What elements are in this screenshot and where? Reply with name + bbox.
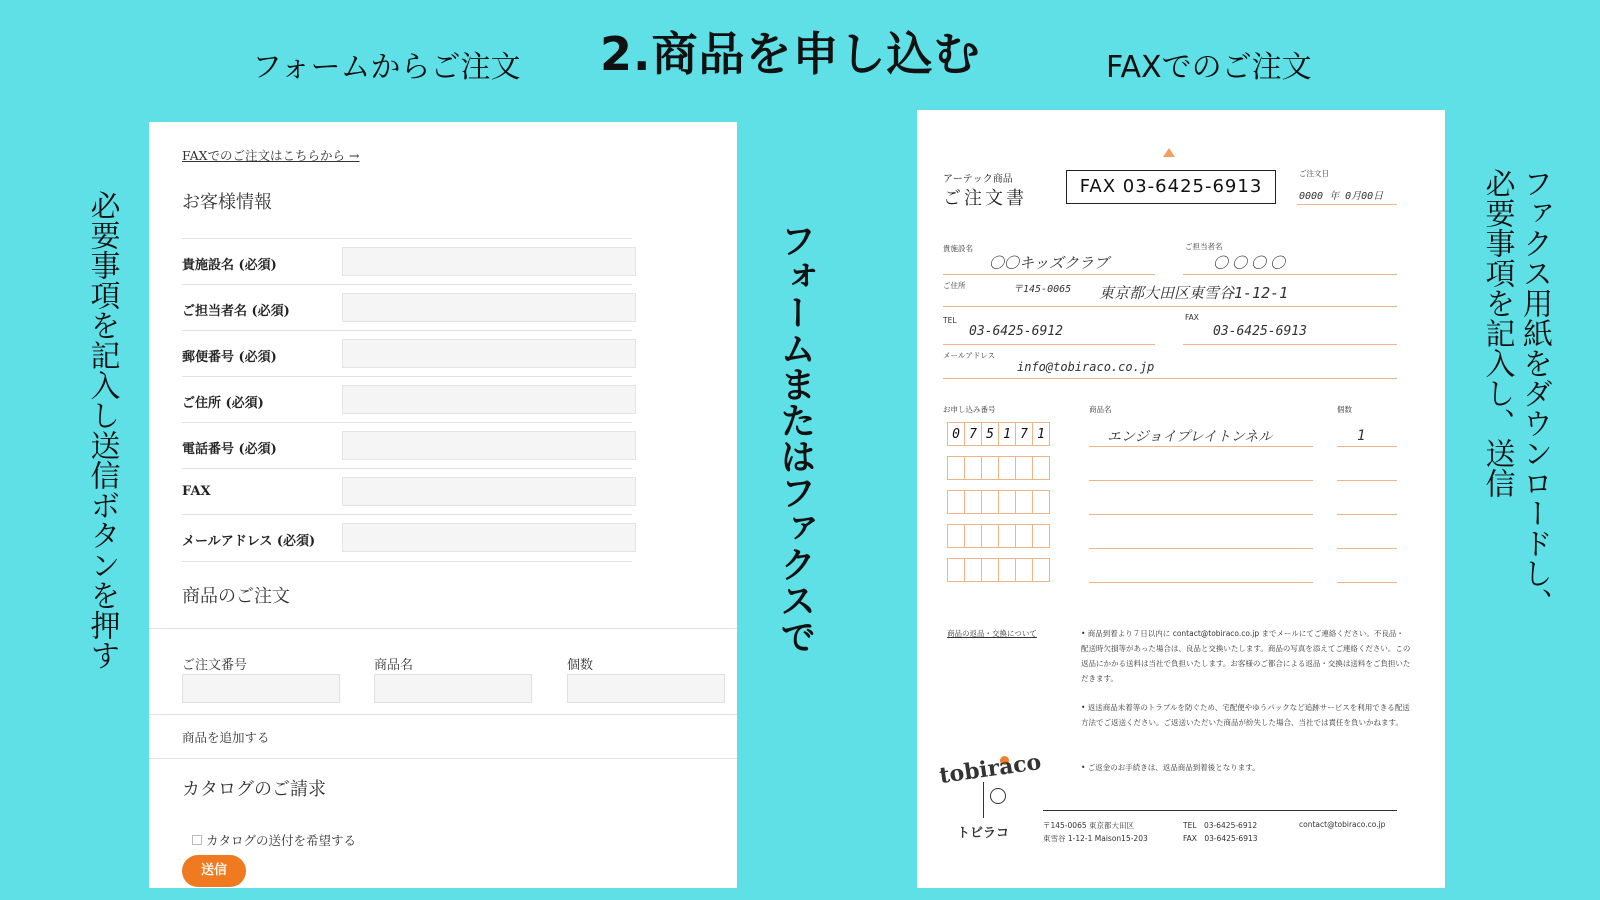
digit-cell — [947, 490, 965, 514]
order-date-value: 0000 年 0月00日 — [1299, 191, 1384, 202]
order-digit: 5 — [981, 422, 999, 446]
order-row-1 — [947, 422, 1049, 446]
digit-cell — [998, 490, 1016, 514]
digit-cell — [1032, 558, 1050, 582]
postal-label: 郵便番号 (必須) — [182, 350, 277, 365]
underline — [1297, 204, 1397, 205]
product-section-title: 商品のご注文 — [182, 586, 290, 607]
postal-input[interactable] — [342, 339, 636, 368]
footer-fax: FAX 03-6425-6913 — [1183, 834, 1258, 843]
underline — [1337, 582, 1397, 583]
sheet-title: ご注文書 — [943, 188, 1027, 209]
facility-name-label: 貴施設名 — [943, 244, 973, 253]
fax-order-link[interactable]: FAXでのご注文はこちらから → — [182, 148, 360, 163]
tel-value: 03-6425-6912 — [969, 324, 1063, 339]
form-row-fax — [182, 468, 632, 515]
fax-instruction-text: ファクス用紙をダウンロードし、必要事項を記入し、送信 — [1479, 168, 1552, 618]
sheet-email-value: info@tobiraco.co.jp — [1017, 360, 1155, 374]
order-digit: 1 — [1032, 422, 1050, 446]
underline — [1183, 344, 1397, 345]
catalog-checkbox-label: カタログの送付を希望する — [206, 833, 357, 848]
underline — [1043, 810, 1397, 811]
digit-cell — [964, 524, 982, 548]
product-name-header: 商品名 — [1089, 405, 1112, 414]
underline — [943, 344, 1155, 345]
sheet-address-label: ご住所 — [943, 281, 966, 290]
sheet-title-small: アーテック商品 — [943, 174, 1013, 185]
underline — [1089, 446, 1313, 447]
footer-address-line1: 〒145-0065 東京都大田区 — [1043, 821, 1134, 830]
underline — [1337, 548, 1397, 549]
center-instruction-text: フォームまたはファクスで — [774, 222, 816, 654]
phone-label: 電話番号 (必須) — [182, 442, 277, 457]
form-row-email — [182, 514, 632, 562]
digit-cell — [947, 524, 965, 548]
digit-cell — [998, 456, 1016, 480]
digit-cell — [964, 456, 982, 480]
product-name-input[interactable] — [374, 674, 532, 703]
order-row-2 — [947, 456, 1049, 480]
order-digit: 7 — [1015, 422, 1033, 446]
form-row-postal — [182, 330, 632, 377]
email-label: メールアドレス (必須) — [182, 534, 316, 549]
form-instruction-text: 必要事項を記入し送信ボタンを押す — [84, 190, 120, 670]
divider — [149, 758, 737, 759]
digit-cell — [998, 524, 1016, 548]
order-form-panel — [149, 122, 737, 888]
facility-name-value: 〇〇キッズクラブ — [989, 254, 1109, 272]
facility-input[interactable] — [342, 247, 636, 276]
digit-cell — [1015, 456, 1033, 480]
add-item-link[interactable]: 商品を追加する — [182, 730, 270, 745]
returns-note-1: • 商品到着より７日以内に contact@tobiraco.co.jp までメールにてご連絡ください。不良品・配送時欠損等があった場合は、良品と交換いたします。商品の写真を添えてご連絡ください。この返品にかかる送料は当社で負担いたします。お客様のご都合による返品・交換は送料をご負担いただきます。 — [1081, 629, 1411, 683]
contact-person-value: 〇〇〇〇 — [1213, 254, 1290, 272]
fax-label: FAX — [182, 484, 211, 499]
company-logo: tobiraco — [937, 748, 1043, 790]
contact-label: ご担当者名 (必須) — [182, 304, 290, 319]
underline — [1337, 480, 1397, 481]
digit-cell — [947, 558, 965, 582]
returns-note-3: • ご返金のお手続きは、返品商品到着後となります。 — [1081, 763, 1260, 772]
address-value: 東京都大田区東雪谷1-12-1 — [1099, 284, 1289, 302]
order-row-4 — [947, 524, 1049, 548]
quantity-label: 個数 — [567, 658, 594, 673]
underline — [1089, 582, 1313, 583]
contact-person-label: ご担当者名 — [1185, 242, 1223, 251]
digit-cell — [981, 490, 999, 514]
order-quantity-value: 1 — [1357, 428, 1366, 444]
page-title: 2.商品を申し込む — [600, 27, 981, 81]
email-input[interactable] — [342, 523, 636, 552]
postal-code-value: 〒145-0065 — [1013, 284, 1072, 295]
order-product-value: エンジョイプレイトンネル — [1107, 429, 1273, 445]
order-digit: 0 — [947, 422, 965, 446]
triangle-mark-icon — [1163, 148, 1175, 157]
underline — [1183, 274, 1397, 275]
customer-section-title: お客様情報 — [182, 192, 272, 213]
underline — [943, 274, 1155, 275]
digit-cell — [981, 558, 999, 582]
digit-cell — [964, 558, 982, 582]
footer-email: contact@tobiraco.co.jp — [1299, 820, 1386, 829]
returns-heading: 商品の返品・交換について — [947, 629, 1037, 638]
order-digit: 1 — [998, 422, 1016, 446]
company-logo-kana: トビラコ — [957, 826, 1010, 841]
footer-address-line2: 東雪谷 1-12-1 Maison15-203 — [1043, 834, 1148, 843]
address-input[interactable] — [342, 385, 636, 414]
form-order-heading: フォームからご注文 — [252, 50, 521, 85]
underline — [1337, 446, 1397, 447]
digit-cell — [1032, 524, 1050, 548]
address-label: ご住所 (必須) — [182, 396, 264, 411]
order-date-label: ご注文日 — [1299, 169, 1329, 178]
underline — [1337, 514, 1397, 515]
facility-label: 貴施設名 (必須) — [182, 258, 277, 273]
quantity-header: 個数 — [1337, 405, 1352, 414]
underline — [1089, 514, 1313, 515]
sheet-fax-label: FAX — [1185, 313, 1199, 322]
tel-label: TEL — [943, 316, 957, 325]
order-number-input[interactable] — [182, 674, 340, 703]
fax-order-heading: FAXでのご注文 — [1106, 50, 1312, 85]
form-row-contact — [182, 284, 632, 331]
door-face-icon — [983, 782, 1014, 818]
catalog-checkbox[interactable] — [192, 835, 202, 845]
digit-cell — [1015, 558, 1033, 582]
order-row-3 — [947, 490, 1049, 514]
catalog-section-title: カタログのご請求 — [182, 779, 326, 800]
digit-cell — [964, 490, 982, 514]
digit-cell — [981, 524, 999, 548]
underline — [943, 306, 1397, 307]
returns-note-2: • 返送商品未着等のトラブルを防ぐため、宅配便やゆうパックなど追跡サービスを利用できる配送方法でご返送ください。ご返送いただいた商品が紛失した場合、当社では責任を負いかねます。 — [1081, 703, 1410, 727]
digit-cell — [998, 558, 1016, 582]
phone-input[interactable] — [342, 431, 636, 460]
fax-input[interactable] — [342, 477, 636, 506]
order-number-header: お申し込み番号 — [943, 405, 996, 414]
catalog-checkbox-row[interactable] — [192, 831, 356, 849]
divider — [149, 628, 737, 629]
form-row-phone — [182, 422, 632, 469]
digit-cell — [947, 456, 965, 480]
footer-tel: TEL 03-6425-6912 — [1183, 821, 1258, 830]
submit-button[interactable]: 送信 — [182, 855, 246, 887]
underline — [943, 378, 1397, 379]
digit-cell — [1032, 490, 1050, 514]
digit-cell — [1015, 490, 1033, 514]
form-row-facility — [182, 238, 632, 285]
form-row-address — [182, 376, 632, 423]
order-row-5 — [947, 558, 1049, 582]
fax-number-box: FAX 03-6425-6913 — [1066, 170, 1276, 204]
underline — [1089, 548, 1313, 549]
divider — [149, 714, 737, 715]
order-number-label: ご注文番号 — [182, 658, 248, 673]
digit-cell — [1015, 524, 1033, 548]
quantity-input[interactable] — [567, 674, 725, 703]
product-name-label: 商品名 — [374, 658, 414, 673]
sheet-fax-value: 03-6425-6913 — [1213, 324, 1307, 339]
digit-cell — [1032, 456, 1050, 480]
sheet-email-label: メールアドレス — [943, 351, 996, 360]
order-digit: 7 — [964, 422, 982, 446]
underline — [1089, 480, 1313, 481]
contact-input[interactable] — [342, 293, 636, 322]
digit-cell — [981, 456, 999, 480]
fax-order-sheet — [917, 110, 1445, 888]
